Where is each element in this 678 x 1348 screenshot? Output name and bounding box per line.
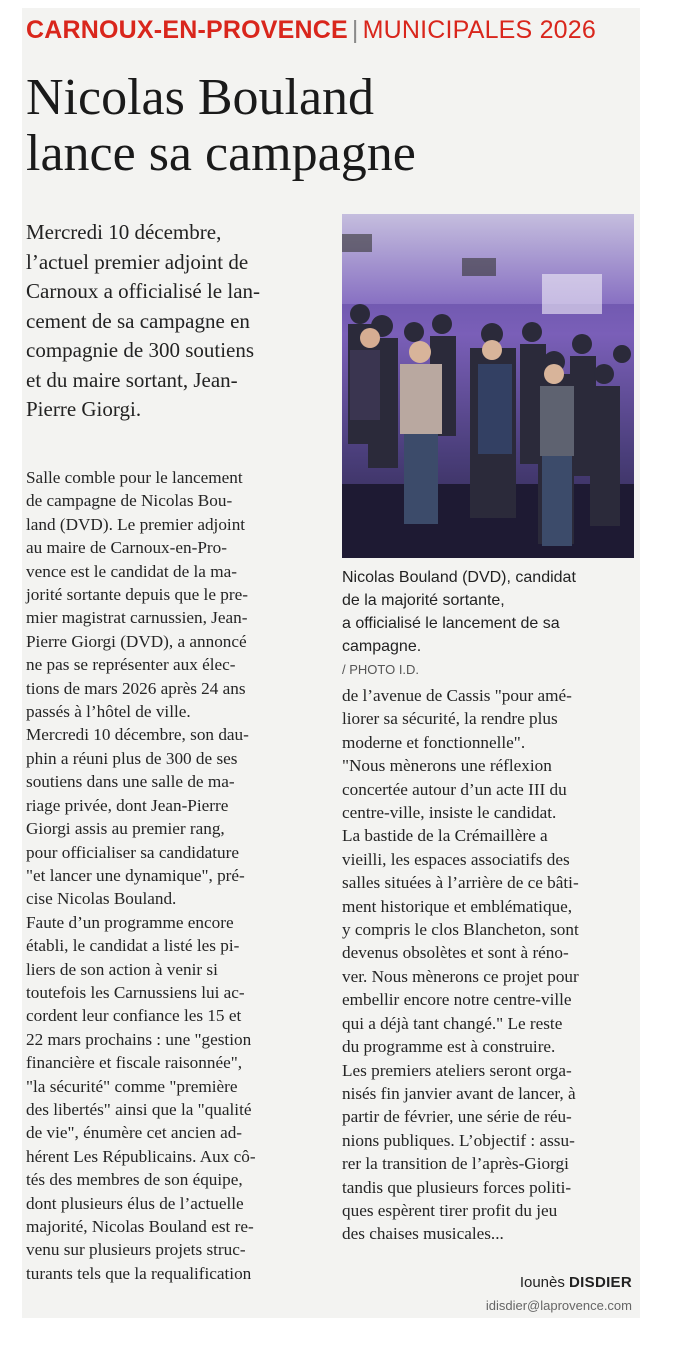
- body-line: Faute d’un programme encore: [26, 912, 234, 932]
- body-line: soutiens dans une salle de ma-: [26, 772, 235, 792]
- body-line: ne pas se représenter aux élec-: [26, 655, 236, 675]
- campaign-photo-illustration: [342, 214, 634, 558]
- body-line: jorité sortante depuis que le pre-: [26, 585, 248, 605]
- body-line: devenus obsolètes et sont à réno-: [342, 943, 569, 963]
- body-line: mier magistrat carnussien, Jean-: [26, 608, 248, 628]
- body-line: nions publiques. L’objectif : assu-: [342, 1130, 575, 1150]
- body-line: qui a déjà tant changé." Le reste: [342, 1013, 563, 1033]
- article-column-2: [342, 684, 638, 1246]
- body-line: Les premiers ateliers seront orga-: [342, 1060, 572, 1080]
- body-line: salles situées à l’arrière de ce bâti-: [342, 873, 579, 893]
- author-email: idisdier@laprovence.com: [485, 1298, 632, 1313]
- body-line: cordent leur confiance les 15 et: [26, 1006, 242, 1026]
- caption-line: a officialisé le lancement de sa: [342, 615, 560, 632]
- body-line: riage privée, dont Jean-Pierre: [26, 795, 229, 815]
- photo-caption: [342, 566, 638, 681]
- author-first-name: Iounès: [519, 1274, 565, 1291]
- body-line: "et lancer une dynamique", pré-: [26, 865, 245, 885]
- body-line: majorité, Nicolas Bouland est re-: [26, 1217, 254, 1236]
- headline: [26, 70, 626, 182]
- body-line: financière et fiscale raisonnée",: [26, 1053, 243, 1073]
- headline-line: Nicolas Bouland: [26, 69, 375, 126]
- body-line: y compris le clos Blancheton, sont: [342, 920, 579, 940]
- body-line: turants tels que la requalification: [26, 1263, 252, 1283]
- body-line: embellir encore notre centre-ville: [342, 990, 572, 1010]
- kicker-place: CARNOUX-EN-PROVENCE: [26, 16, 348, 44]
- body-line: ver. Nous mènerons ce projet pour: [342, 966, 579, 986]
- body-line: hérent Les Républicains. Aux cô-: [26, 1146, 256, 1166]
- body-line: moderne et fonctionnelle".: [342, 732, 526, 752]
- body-line: Mercredi 10 décembre, son dau-: [26, 725, 249, 745]
- author-last-name: DISDIER: [569, 1274, 632, 1291]
- caption-line: de la majorité sortante,: [342, 592, 505, 609]
- body-line: vieilli, les espaces associatifs des: [342, 849, 570, 869]
- body-line: "Nous mènerons une réflexion: [342, 756, 552, 776]
- chapo-line: Pierre Giorgi.: [26, 397, 142, 421]
- body-line: nisés fin janvier avant de lancer, à: [342, 1083, 576, 1103]
- body-line: du programme est à construire.: [342, 1037, 556, 1057]
- body-line: venu sur plusieurs projets struc-: [26, 1240, 246, 1260]
- body-line: land (DVD). Le premier adjoint: [26, 514, 246, 534]
- body-line: tions de mars 2026 après 24 ans: [26, 678, 246, 698]
- body-line: Salle comble pour le lancement: [26, 468, 243, 487]
- kicker: [26, 14, 596, 46]
- body-line: ment historique et emblématique,: [342, 896, 573, 916]
- body-line: liers de son action à venir si: [26, 959, 218, 979]
- body-line: ques espèrent tirer profit du jeu: [342, 1200, 558, 1220]
- body-line: dont plusieurs élus de l’actuelle: [26, 1193, 244, 1213]
- chapo-line: Carnoux a officialisé le lan-: [26, 279, 261, 303]
- photo-credit: / PHOTO I.D.: [342, 662, 420, 677]
- body-line: vence est le candidat de la ma-: [26, 561, 237, 581]
- body-line: de l’avenue de Cassis "pour amé-: [342, 686, 572, 705]
- body-line: rer la transition de l’après-Giorgi: [342, 1154, 569, 1174]
- body-line: 22 mars prochains : une "gestion: [26, 1029, 252, 1049]
- body-line: tés des membres de son équipe,: [26, 1170, 243, 1190]
- chapo-line: et du maire sortant, Jean-: [26, 367, 238, 392]
- body-line: de vie", énumère cet ancien ad-: [26, 1123, 243, 1143]
- caption-line: [342, 635, 638, 681]
- chapo-line: compagnie de 300 soutiens: [26, 338, 255, 362]
- body-line: pour officialiser sa candidature: [26, 842, 240, 862]
- body-line: concertée autour d’un acte III du: [342, 779, 567, 799]
- article-column-1: [26, 466, 322, 1285]
- chapo-line: cement de sa campagne en: [26, 308, 250, 333]
- body-line: établi, le candidat a listé les pi-: [26, 936, 240, 956]
- body-line: "la sécurité" comme "première: [26, 1076, 238, 1096]
- chapo: [26, 218, 322, 425]
- body-line: cise Nicolas Bouland.: [26, 889, 177, 909]
- body-line: partir de février, une série de réu-: [342, 1107, 572, 1127]
- kicker-section: MUNICIPALES 2026: [362, 16, 596, 44]
- body-line: centre-ville, insiste le candidat.: [342, 803, 557, 823]
- headline-line: lance sa campagne: [26, 125, 416, 182]
- body-line: liorer sa sécurité, la rendre plus: [342, 709, 558, 729]
- author-signature: [342, 1274, 632, 1291]
- body-line: au maire de Carnoux-en-Pro-: [26, 538, 227, 558]
- body-line: toutefois les Carnussiens lui ac-: [26, 982, 245, 1002]
- chapo-line: Mercredi 10 décembre,: [26, 220, 222, 244]
- body-line: passés à l’hôtel de ville.: [26, 702, 191, 722]
- body-line: des libertés" ainsi que la "qualité: [26, 1099, 252, 1119]
- caption-line: Nicolas Bouland (DVD), candidat: [342, 569, 576, 586]
- caption-last-word: campagne.: [342, 638, 422, 655]
- body-line: tandis que plusieurs forces politi-: [342, 1177, 572, 1197]
- chapo-line: l’actuel premier adjoint de: [26, 249, 249, 274]
- body-line: Giorgi assis au premier rang,: [26, 819, 225, 839]
- body-line: de campagne de Nicolas Bou-: [26, 491, 233, 511]
- body-line: La bastide de la Crémaillère a: [342, 826, 548, 846]
- body-line: des chaises musicales...: [342, 1224, 504, 1244]
- body-line: Pierre Giorgi (DVD), a annoncé: [26, 631, 247, 651]
- body-line: phin a réuni plus de 300 de ses: [26, 748, 238, 768]
- campaign-photo: [342, 214, 634, 558]
- kicker-separator: |: [351, 16, 359, 44]
